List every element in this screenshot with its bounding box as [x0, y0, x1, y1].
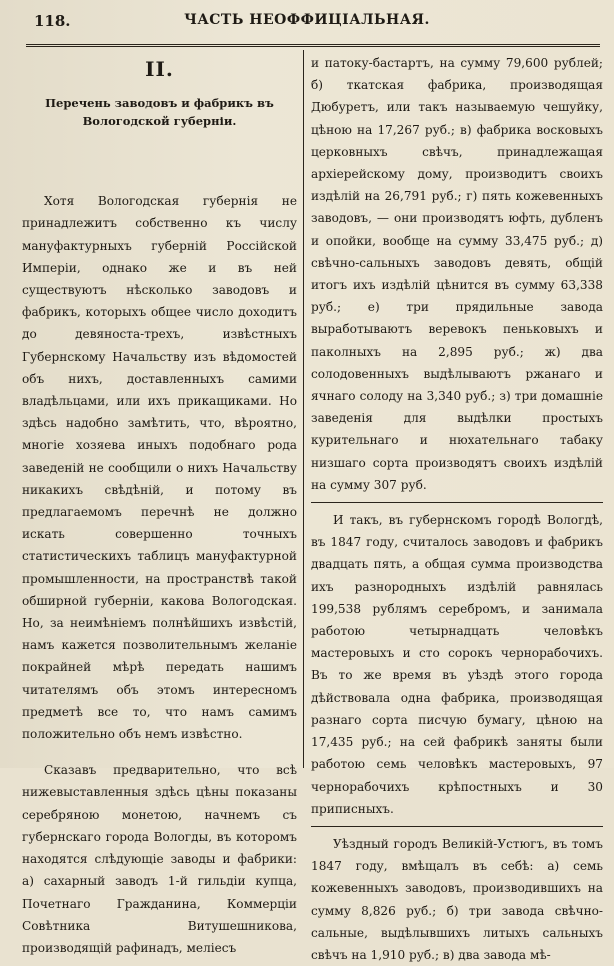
- paragraph: и патоку-бастартъ, на сумму 79,600 рублей; б) ткатская фабрика, производящая Дюбуретъ, или такъ называемую чешуйку, цѣною на 17,267 руб.; в) фабрика восковыхъ церковныхъ свѣчъ, принадлежащая архіерейскому дому, производитъ своихъ издѣлій на 26,791 руб.; г) пять кожевенныхъ заводовъ, — они производятъ юфть, дубленъ и опойки, вообще на сумму 33,475 руб.; д) свѣчно-сальныхъ заводовъ девять, общій итогъ ихъ издѣлій цѣнится въ сумму 63,338 руб.; е) три прядильные завода выработываютъ веревокъ пеньковыхъ и паколныхъ на 2,895 руб.; ж) два солодовенныхъ выдѣлываютъ ржанаго и ячнаго солоду на 3,340 руб.; з) три домашніе заведенія для выдѣлки простыхъ курительнаго и нюхательнаго табаку низшаго сорта производятъ своихъ издѣлій на сумму 307 руб.: [311, 56, 603, 492]
- section-separator: [311, 502, 603, 503]
- page-number: 118.: [34, 12, 71, 30]
- paragraph: Сказавъ предварительно, что всѣ нижевыставленныя здѣсь цѣны показаны серебряною монетою, начнемъ съ губернскаго города Вологды, въ которомъ находятся слѣдующіе заводы и фабрики: а) сахарный заводъ 1-й гильдіи купца, Почетнаго Гражданина, Коммерціи Совѣтника Витушешникова, производящій рафинадъ, меліесъ: [22, 763, 297, 955]
- left-column: [22, 52, 297, 959]
- paragraph: И такъ, въ губернскомъ городѣ Вологдѣ, въ 1847 году, считалось заводовъ и фабрикъ двадцать пять, а общая сумма производства ихъ разнородныхъ издѣлій равнялась 199,538 рублямъ серебромъ, и занимала работою четырнадцать человѣкъ мастеровыхъ и сто сорокъ чернорабочихъ. Въ то же время въ уѣздѣ этого города дѣйствовала одна фабрика, производящая разнаго сорта писчую бумагу, цѣною на 17,435 руб.; на сей фабрикѣ заняты были работою семь человѣкъ мастеровыхъ, 97 чернорабочихъ крѣпостныхъ и 30 приписныхъ.: [311, 513, 603, 816]
- header-rule: [26, 44, 600, 47]
- section-numeral: II.: [145, 57, 174, 81]
- paragraph: Хотя Вологодская губернія не принадлежитъ собственно къ числу мануфактурныхъ губерній Россійской Имперіи, однако же и въ ней существуютъ нѣсколько заводовъ и фабрикъ, которыхъ общее число доходитъ до девяноста-трехъ, извѣстныхъ Губернскому Начальству изъ вѣдомостей объ нихъ, доставленныхъ самими владѣльцами, или ихъ прикащиками. Но здѣсь надобно замѣтить, что, вѣроятно, многіе хозяева иныхъ подобнаго рода заведеній не сообщили о нихъ Начальству никакихъ свѣдѣній, и потому въ предлагаемомъ перечнѣ не должно искать совершенно точныхъ статистическихъ таблицъ мануфактурной промышленности, на пространствѣ такой обширной губерніи, какова Вологодская. Но, за неимѣніемъ полнѣйшихъ извѣстій, намъ кажется позволительнымъ желаніе покрайней мѣрѣ передать нашимъ читателямъ объ этомъ интересномъ предметѣ все то, что намъ самимъ положительно объ немъ извѣстно.: [22, 194, 297, 742]
- running-title: ЧАСТЬ НЕОФФИЦІАЛЬНАЯ.: [184, 12, 430, 28]
- column-divider: [303, 50, 304, 768]
- paragraph: Уѣздный городъ Великій-Устюгъ, въ томъ 1847 году, вмѣщалъ въ себѣ: а) семь кожевенныхъ заводовъ, производившихъ на сумму 8,826 руб.; б) три завода свѣчно-сальные, выдѣлывшихъ литыхъ сальныхъ свѣчъ на 1,910 руб.; в) два завода мѣ-: [311, 836, 603, 962]
- right-column: [311, 52, 603, 966]
- section-separator: [311, 826, 603, 827]
- section-title: Перечень заводовъ и фабрикъ въ Вологодской губерніи.: [45, 96, 274, 129]
- page-header: [14, 8, 600, 36]
